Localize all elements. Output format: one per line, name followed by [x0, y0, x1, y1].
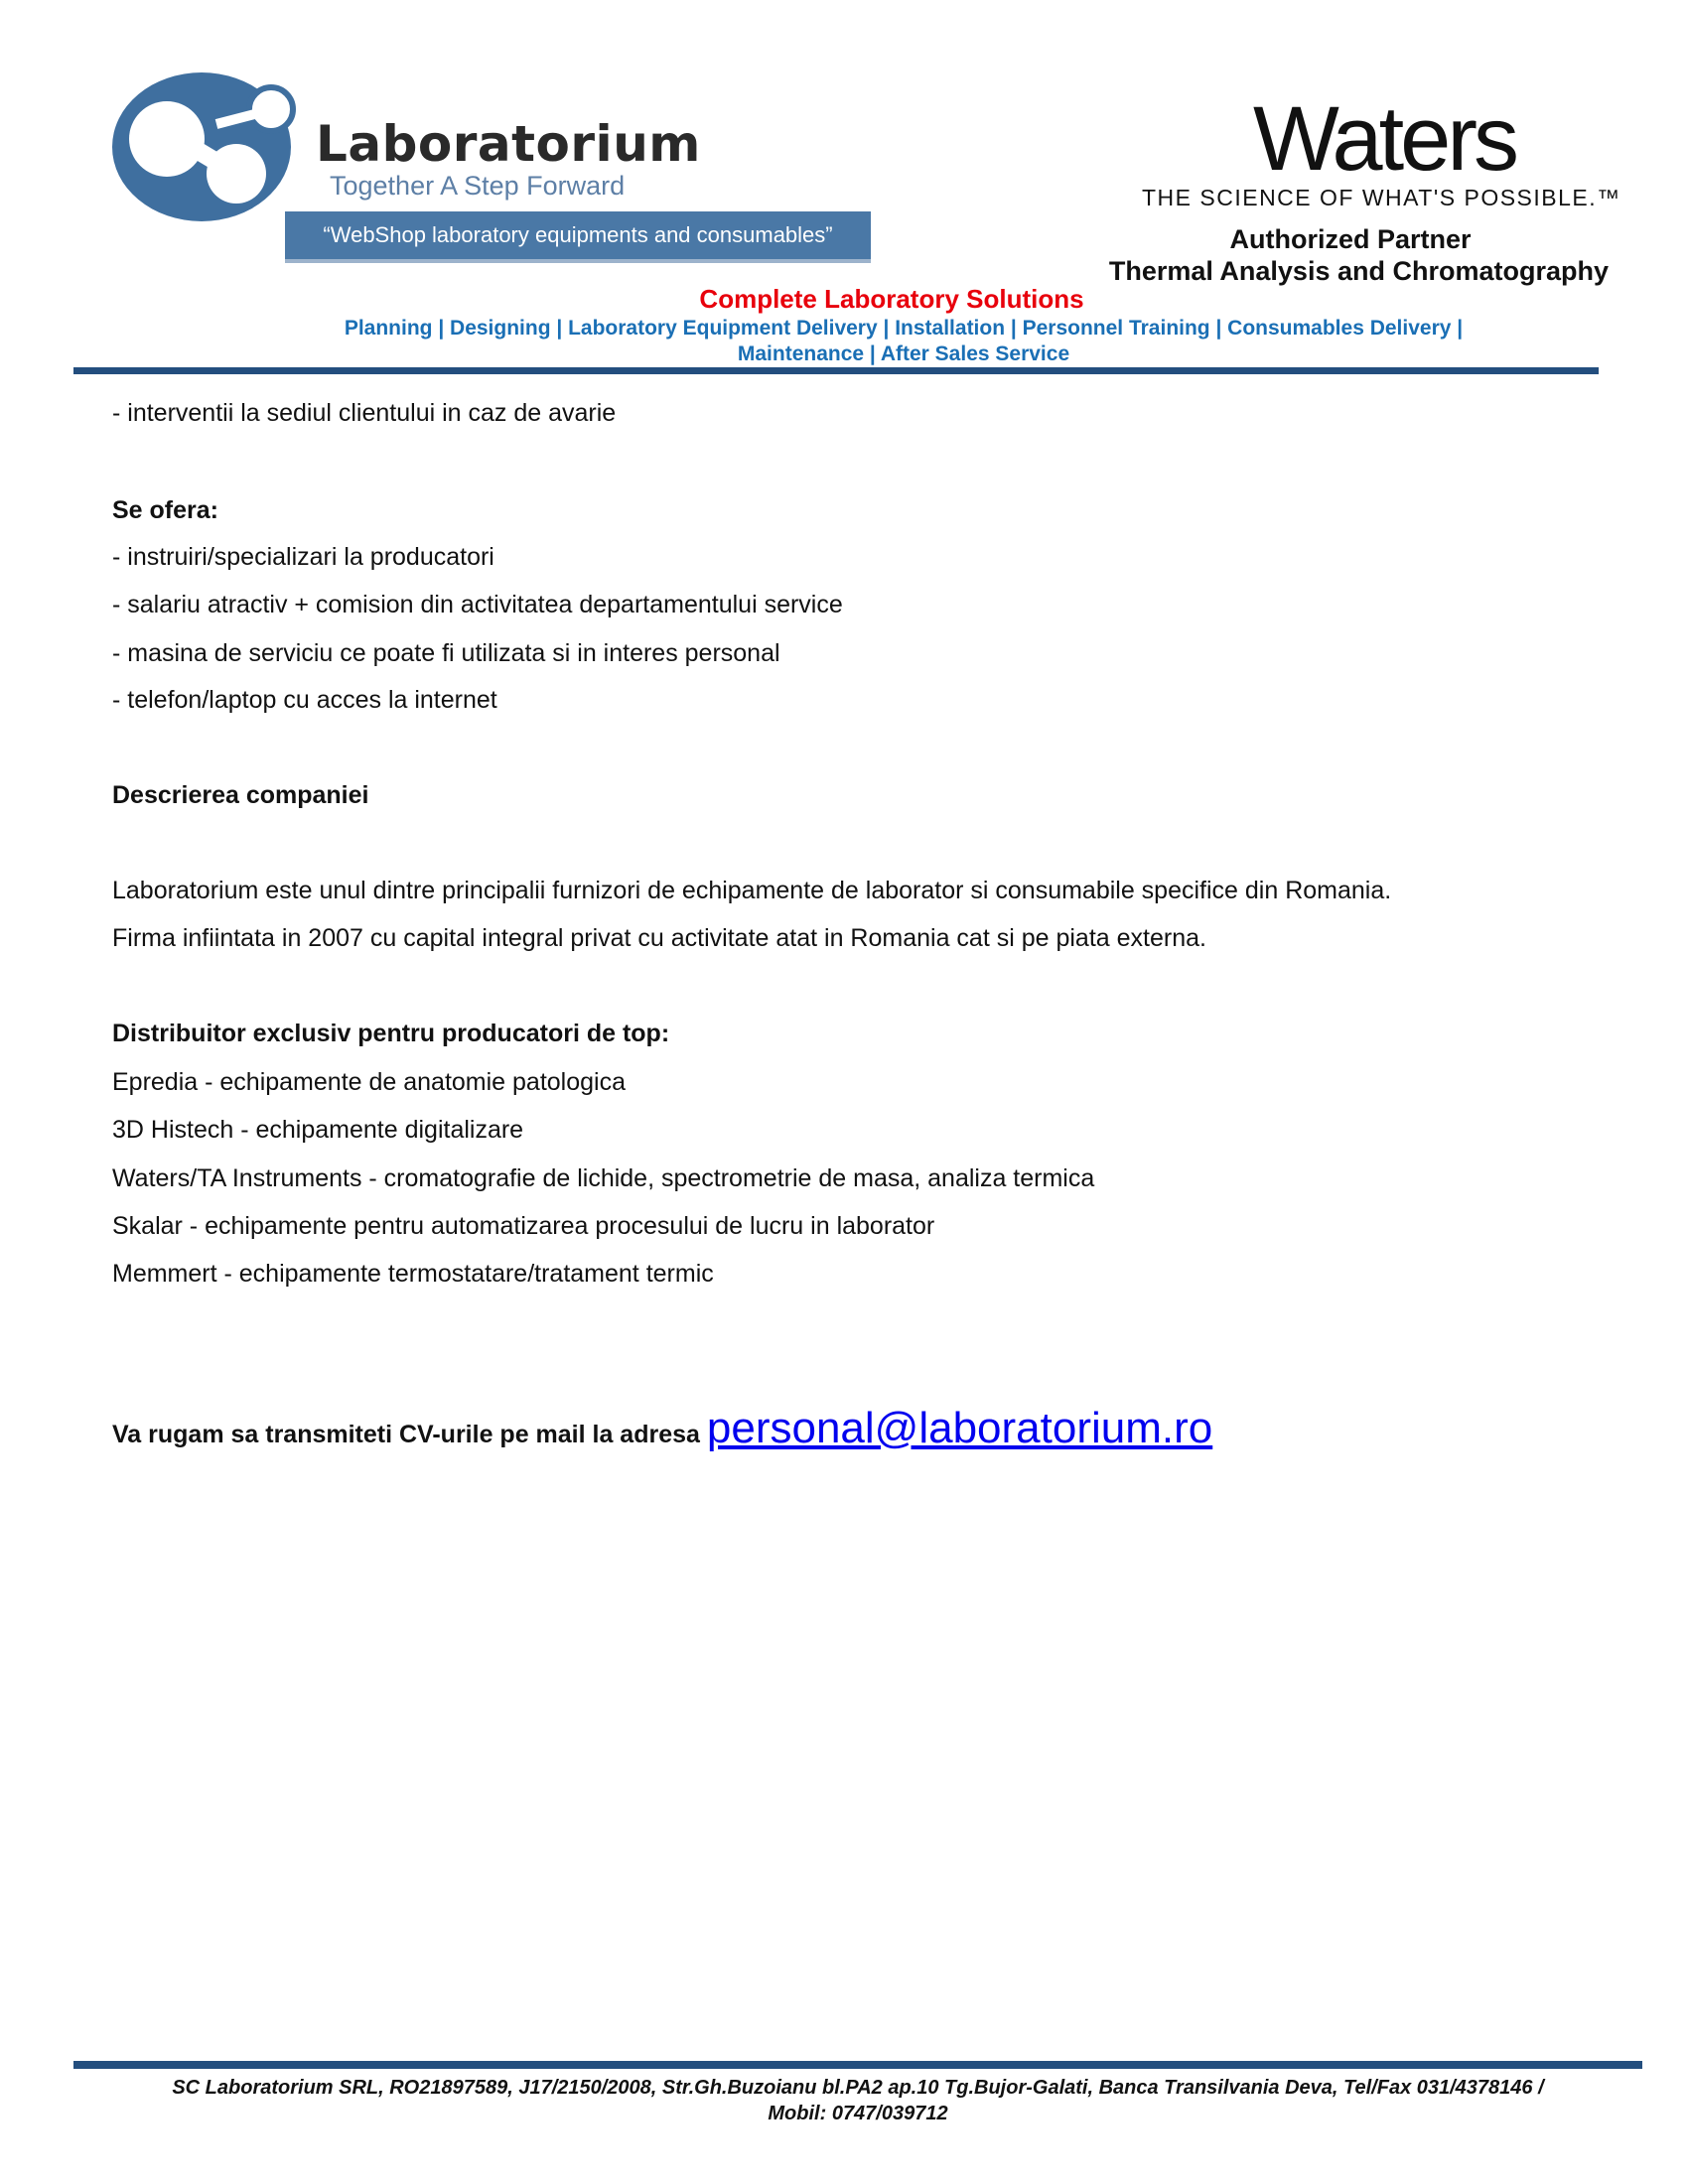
laboratorium-logo-icon [107, 69, 306, 228]
header-divider [73, 367, 1599, 374]
cv-request-text: Va rugam sa transmiteti CV-urile pe mail la adresa [112, 1421, 707, 1448]
offer-item: - instruiri/specializari la producatori [112, 543, 494, 571]
company-paragraph: Firma infiintata in 2007 cu capital integral privat cu activitate atat in Romania cat si pe piata externa. [112, 924, 1206, 952]
body-line: - interventii la sediul clientului in caz de avarie [112, 399, 617, 427]
company-heading: Descrierea companiei [112, 781, 369, 809]
cv-request [112, 1404, 1212, 1453]
offer-item: - salariu atractiv + comision din activitatea departamentului service [112, 591, 843, 618]
footer-divider [73, 2061, 1642, 2069]
distributor-item: Memmert - echipamente termostatare/tratament termic [112, 1260, 714, 1288]
waters-logo: Waters [1253, 88, 1515, 190]
headline: Complete Laboratory Solutions [699, 284, 1084, 314]
distributor-item: 3D Histech - echipamente digitalizare [112, 1116, 524, 1144]
offer-item: - telefon/laptop cu acces la internet [112, 686, 497, 714]
services-line: Planning | Designing | Laboratory Equipment Delivery | Installation | Personnel Training | Consumables Delivery | [344, 317, 1464, 340]
distributor-item: Epredia - echipamente de anatomie patologica [112, 1068, 627, 1096]
email-link[interactable]: personal@laboratorium.ro [706, 1404, 1213, 1452]
footer-company-info: SC Laboratorium SRL, RO21897589, J17/2150/2008, Str.Gh.Buzoianu bl.PA2 ap.10 Tg.Bujor-Galati, Banca Transilvania Deva, Tel/Fax 031/4378146 / [172, 2077, 1544, 2099]
offer-heading: Se ofera: [112, 496, 218, 524]
waters-tagline: THE SCIENCE OF WHAT'S POSSIBLE.™ [1142, 185, 1621, 210]
distributor-item: Skalar - echipamente pentru automatizarea procesului de lucru in laborator [112, 1212, 935, 1240]
webshop-banner: “WebShop laboratory equipments and consumables” [285, 211, 871, 263]
distributor-heading: Distribuitor exclusiv pentru producatori de top: [112, 1020, 670, 1047]
partner-area: Thermal Analysis and Chromatography [1108, 256, 1609, 286]
services-line: Maintenance | After Sales Service [737, 342, 1070, 365]
logo-name: Laboratorium [316, 115, 701, 173]
company-paragraph: Laboratorium este unul dintre principalii furnizori de echipamente de laborator si consumabile specifice din Romania. [112, 877, 1392, 904]
offer-item: - masina de serviciu ce poate fi utilizata si in interes personal [112, 639, 780, 667]
distributor-item: Waters/TA Instruments - cromatografie de lichide, spectrometrie de masa, analiza termica [112, 1164, 1095, 1192]
services-list [288, 316, 1519, 367]
footer-phone: Mobil: 0747/039712 [768, 2103, 948, 2124]
footer [73, 2075, 1642, 2126]
logo-tagline: Together A Step Forward [330, 171, 626, 201]
partner-status: Authorized Partner [1229, 224, 1472, 254]
